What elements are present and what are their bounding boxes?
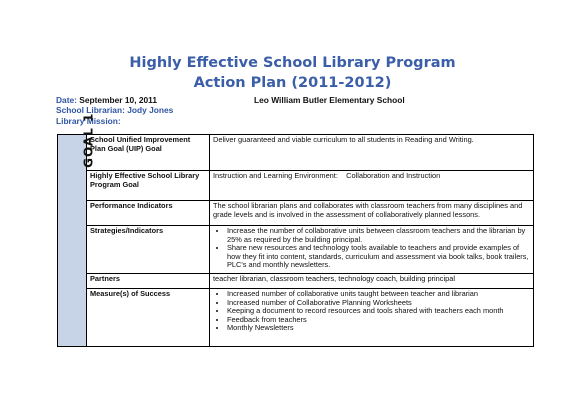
school-name: Leo William Butler Elementary School	[254, 95, 405, 105]
list-item: • Keeping a document to record resources and tools shared with teachers each month	[227, 307, 530, 316]
row-content	[210, 226, 534, 274]
row-label: Measure(s) of Success	[87, 289, 210, 347]
row-label: Highly Effective School Library Program Goal	[87, 171, 210, 201]
row-content: The school librarian plans and collaborates with classroom teachers from many disciplines and grade levels and is involved in the assessment of collaboratively planned lessons.	[210, 201, 534, 226]
row-content	[210, 289, 534, 347]
row-label: School Unified Improvement Plan Goal (UIP) Goal	[87, 135, 210, 171]
list-item: • Increase the number of collaborative units between classroom teachers and the librarian by 25% as required by the building principal.	[227, 227, 530, 244]
date-value: September 10, 2011	[79, 95, 158, 105]
row-label: Performance Indicators	[87, 201, 210, 226]
row-content: Instruction and Learning Environment: Collaboration and Instruction	[210, 171, 534, 201]
list-item: • Feedback from teachers	[227, 316, 530, 325]
row-label: Strategies/Indicators	[87, 226, 210, 274]
table-row	[58, 274, 534, 289]
strategies-list	[213, 227, 530, 270]
document-subtitle: Action Plan (2011-2012)	[193, 75, 392, 91]
list-item: • Increased number of collaborative units taught between teacher and librarian	[227, 290, 530, 299]
librarian-line	[56, 105, 173, 116]
list-item: • Share new resources and technology tools available to teachers and provide examples of how they fit into content, standards, curriculum and assessment via book talks, book trailers, PLC's and monthly newsletters.	[227, 244, 530, 270]
row-label: Partners	[87, 274, 210, 289]
list-item: • Monthly Newsletters	[227, 324, 530, 333]
librarian-value: Jody Jones	[127, 105, 174, 115]
measures-list	[213, 290, 530, 333]
table-row	[58, 289, 534, 347]
document-title: Highly Effective School Library Program	[129, 55, 456, 71]
goal-label: GOAL 1	[81, 112, 96, 168]
table-row	[58, 226, 534, 274]
librarian-label: School Librarian:	[56, 105, 125, 115]
mission-label: Library Mission:	[56, 116, 121, 126]
row-content: teacher librarian, classroom teachers, technology coach, building principal	[210, 274, 534, 289]
date-label: Date:	[56, 95, 77, 105]
table-row	[58, 201, 534, 226]
row-content: Deliver guaranteed and viable curriculum to all students in Reading and Writing.	[210, 135, 534, 171]
list-item: • Increased number of Collaborative Planning Worksheets	[227, 299, 530, 308]
table-row	[58, 171, 534, 201]
table-row	[58, 135, 534, 171]
